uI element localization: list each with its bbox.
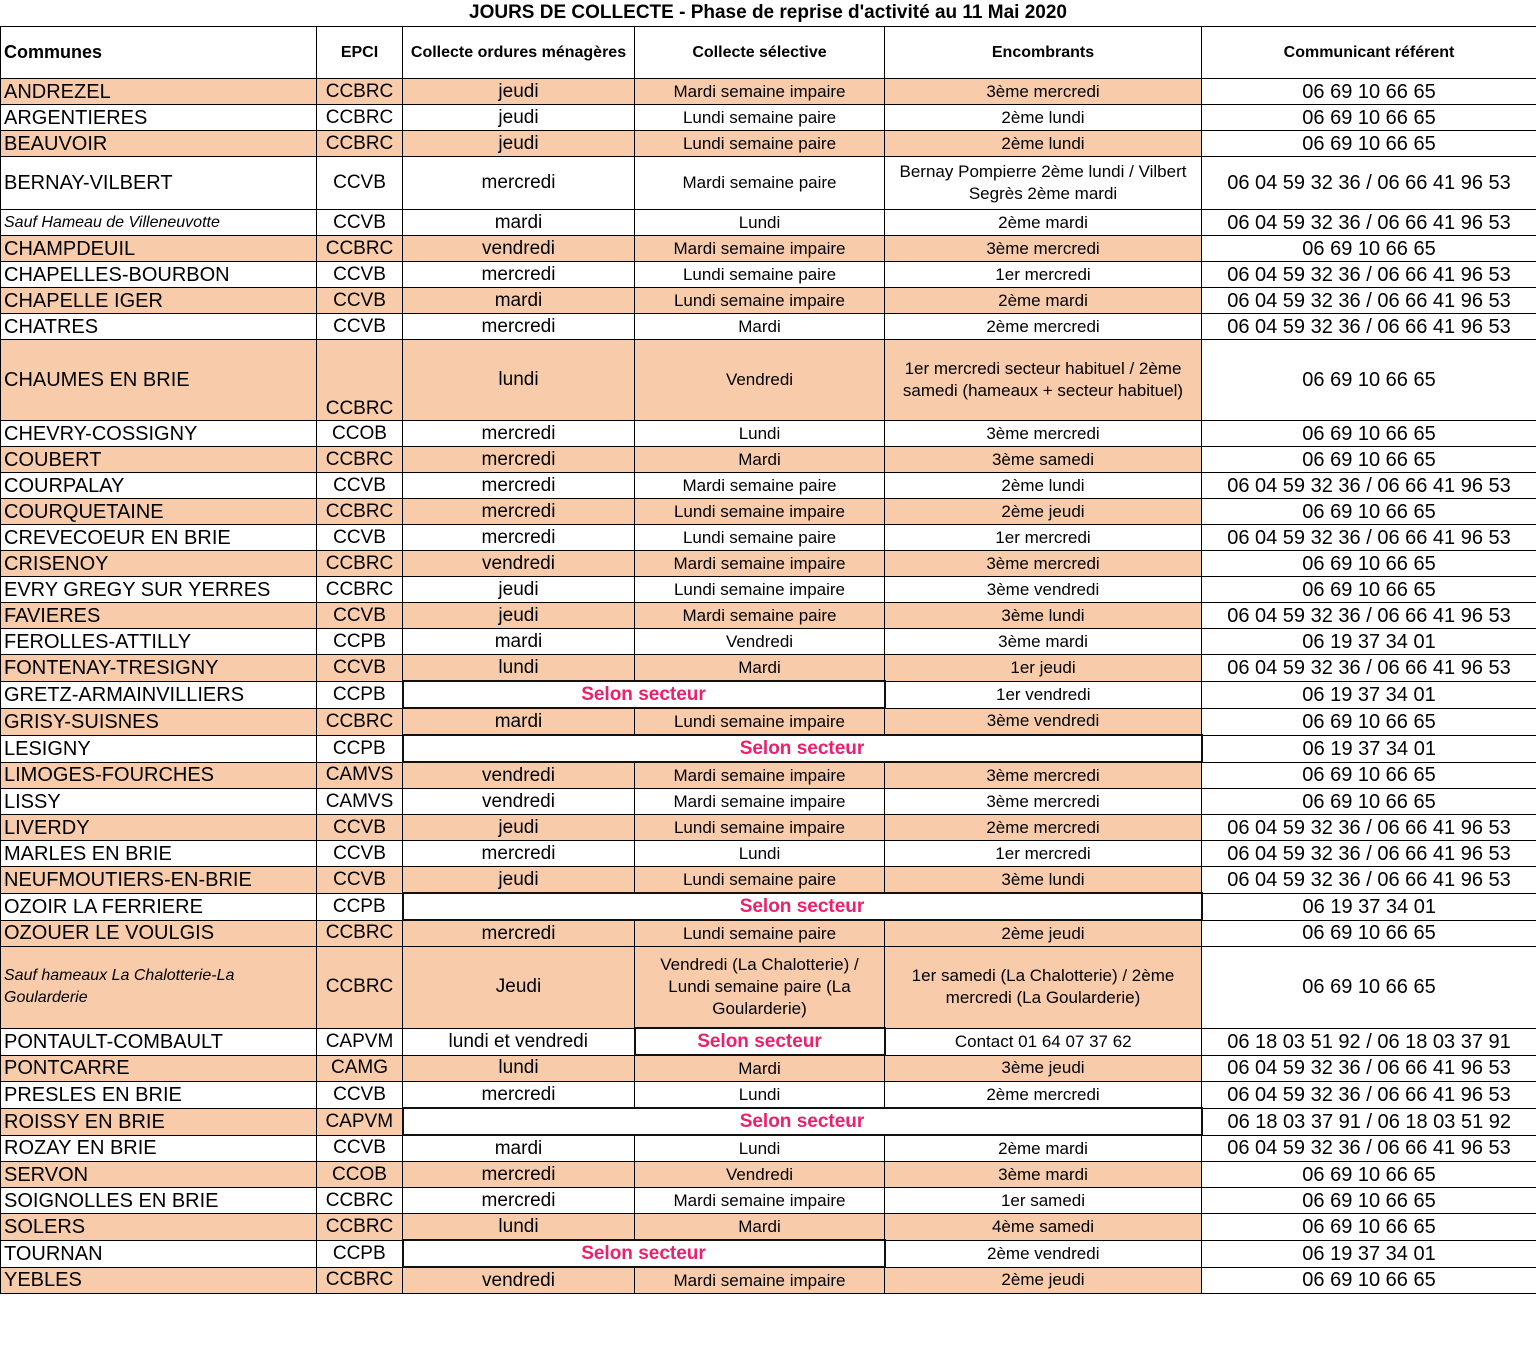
table-row xyxy=(1,1214,1536,1241)
commune-cell: LIMOGES-FOURCHES xyxy=(1,762,317,789)
commune-cell: CHAMPDEUIL xyxy=(1,236,317,262)
table-row xyxy=(1,421,1536,447)
ordures-menageres-cell: lundi xyxy=(403,340,635,421)
epci-cell: CCBRC xyxy=(317,551,403,577)
collecte-selective-cell: Lundi semaine paire xyxy=(635,262,885,288)
communicant-referent-cell: 06 19 37 34 01 xyxy=(1202,1240,1536,1267)
epci-cell: CCPB xyxy=(317,1240,403,1267)
selon-secteur-cell: Selon secteur xyxy=(403,893,1202,920)
encombrants-cell: 4ème samedi xyxy=(885,1214,1202,1241)
collecte-selective-cell: Lundi semaine paire xyxy=(635,867,885,894)
ordures-menageres-cell: jeudi xyxy=(403,867,635,894)
table-row xyxy=(1,841,1536,867)
collecte-selective-cell: Vendredi xyxy=(635,629,885,655)
ordures-menageres-cell: mercredi xyxy=(403,525,635,551)
encombrants-cell: 2ème jeudi xyxy=(885,1267,1202,1294)
commune-cell: SOLERS xyxy=(1,1214,317,1241)
ordures-menageres-cell: mercredi xyxy=(403,473,635,499)
encombrants-cell: 1er mercredi xyxy=(885,262,1202,288)
collecte-selective-cell: Mardi semaine paire xyxy=(635,157,885,210)
commune-cell: SERVON xyxy=(1,1162,317,1188)
encombrants-cell: 2ème jeudi xyxy=(885,499,1202,525)
encombrants-cell: 3ème mercredi xyxy=(885,789,1202,815)
communicant-referent-cell: 06 69 10 66 65 xyxy=(1202,1267,1536,1294)
table-row xyxy=(1,210,1536,236)
communicant-referent-cell: 06 69 10 66 65 xyxy=(1202,920,1536,947)
ordures-menageres-cell: mercredi xyxy=(403,499,635,525)
communicant-referent-cell: 06 19 37 34 01 xyxy=(1202,735,1536,762)
encombrants-cell: 1er vendredi xyxy=(885,681,1202,708)
collecte-selective-cell: Lundi semaine paire xyxy=(635,525,885,551)
communicant-referent-cell: 06 19 37 34 01 xyxy=(1202,893,1536,920)
ordures-menageres-cell: jeudi xyxy=(403,603,635,629)
epci-cell: CCVB xyxy=(317,210,403,236)
table-row xyxy=(1,1135,1536,1162)
communicant-referent-cell: 06 69 10 66 65 xyxy=(1202,340,1536,421)
commune-cell: PONTAULT-COMBAULT xyxy=(1,1028,317,1055)
table-row xyxy=(1,655,1536,682)
collecte-selective-cell: Mardi semaine impaire xyxy=(635,1188,885,1214)
communicant-referent-cell: 06 69 10 66 65 xyxy=(1202,1214,1536,1241)
table-row xyxy=(1,525,1536,551)
communicant-referent-cell: 06 69 10 66 65 xyxy=(1202,708,1536,735)
collecte-selective-cell: Lundi xyxy=(635,1082,885,1109)
epci-cell: CCPB xyxy=(317,735,403,762)
ordures-menageres-cell: vendredi xyxy=(403,789,635,815)
collecte-selective-cell: Mardi semaine impaire xyxy=(635,79,885,105)
encombrants-cell: Bernay Pompierre 2ème lundi / Vilbert Segrès 2ème mardi xyxy=(885,157,1202,210)
encombrants-cell: 2ème mardi xyxy=(885,210,1202,236)
collecte-selective-cell: Vendredi (La Chalotterie) / Lundi semaine paire (La Goularderie) xyxy=(635,947,885,1029)
epci-cell: CCBRC xyxy=(317,131,403,157)
communicant-referent-cell: 06 04 59 32 36 / 06 66 41 96 53 xyxy=(1202,1135,1536,1162)
collecte-selective-cell: Mardi xyxy=(635,1055,885,1082)
epci-cell: CCVB xyxy=(317,841,403,867)
table-row xyxy=(1,1267,1536,1294)
epci-cell: CCVB xyxy=(317,157,403,210)
commune-cell: MARLES EN BRIE xyxy=(1,841,317,867)
table-row xyxy=(1,79,1536,105)
table-row xyxy=(1,920,1536,947)
encombrants-cell: 3ème lundi xyxy=(885,867,1202,894)
communicant-referent-cell: 06 69 10 66 65 xyxy=(1202,79,1536,105)
encombrants-cell: 3ème mercredi xyxy=(885,762,1202,789)
commune-cell: CREVECOEUR EN BRIE xyxy=(1,525,317,551)
communicant-referent-cell: 06 18 03 37 91 / 06 18 03 51 92 xyxy=(1202,1108,1536,1135)
communicant-referent-cell: 06 04 59 32 36 / 06 66 41 96 53 xyxy=(1202,655,1536,682)
collecte-selective-cell: Mardi xyxy=(635,447,885,473)
encombrants-cell: 2ème vendredi xyxy=(885,1240,1202,1267)
epci-cell: CCVB xyxy=(317,314,403,340)
collecte-selective-cell: Lundi semaine impaire xyxy=(635,288,885,314)
commune-cell: COURPALAY xyxy=(1,473,317,499)
commune-cell: OZOUER LE VOULGIS xyxy=(1,920,317,947)
ordures-menageres-cell: lundi xyxy=(403,655,635,682)
communicant-referent-cell: 06 04 59 32 36 / 06 66 41 96 53 xyxy=(1202,262,1536,288)
epci-cell: CCVB xyxy=(317,262,403,288)
selon-secteur-cell: Selon secteur xyxy=(403,681,885,708)
collecte-selective-cell: Mardi semaine impaire xyxy=(635,551,885,577)
commune-cell: ANDREZEL xyxy=(1,79,317,105)
ordures-menageres-cell: Jeudi xyxy=(403,947,635,1029)
communicant-referent-cell: 06 69 10 66 65 xyxy=(1202,1188,1536,1214)
commune-cell: GRISY-SUISNES xyxy=(1,708,317,735)
commune-cell: Sauf Hameau de Villeneuvotte xyxy=(1,210,317,236)
encombrants-cell: 3ème vendredi xyxy=(885,708,1202,735)
collecte-selective-cell: Mardi semaine impaire xyxy=(635,789,885,815)
ordures-menageres-cell: jeudi xyxy=(403,577,635,603)
collecte-selective-cell: Mardi xyxy=(635,314,885,340)
communicant-referent-cell: 06 69 10 66 65 xyxy=(1202,551,1536,577)
collecte-selective-cell: Vendredi xyxy=(635,1162,885,1188)
page-title: JOURS DE COLLECTE - Phase de reprise d'activité au 11 Mai 2020 xyxy=(469,2,1067,23)
encombrants-cell: 2ème mardi xyxy=(885,1135,1202,1162)
collecte-selective-cell: Lundi semaine impaire xyxy=(635,577,885,603)
ordures-menageres-cell: vendredi xyxy=(403,551,635,577)
commune-cell: ROISSY EN BRIE xyxy=(1,1108,317,1135)
commune-cell: LISSY xyxy=(1,789,317,815)
communicant-referent-cell: 06 69 10 66 65 xyxy=(1202,131,1536,157)
epci-cell: CCBRC xyxy=(317,1188,403,1214)
table-row xyxy=(1,789,1536,815)
commune-cell: ARGENTIERES xyxy=(1,105,317,131)
commune-cell: COURQUETAINE xyxy=(1,499,317,525)
communicant-referent-cell: 06 69 10 66 65 xyxy=(1202,577,1536,603)
collecte-selective-cell: Mardi semaine impaire xyxy=(635,236,885,262)
commune-cell: FAVIERES xyxy=(1,603,317,629)
encombrants-cell: 2ème jeudi xyxy=(885,920,1202,947)
table-row xyxy=(1,1055,1536,1082)
header-communes: Communes xyxy=(1,27,317,79)
collecte-selective-cell: Lundi semaine paire xyxy=(635,131,885,157)
collecte-selective-cell: Lundi xyxy=(635,210,885,236)
communicant-referent-cell: 06 04 59 32 36 / 06 66 41 96 53 xyxy=(1202,815,1536,841)
epci-cell: CCVB xyxy=(317,1135,403,1162)
encombrants-cell: 3ème vendredi xyxy=(885,577,1202,603)
header-communicant-referent: Communicant référent xyxy=(1202,27,1536,79)
ordures-menageres-cell: mardi xyxy=(403,1135,635,1162)
commune-cell: LESIGNY xyxy=(1,735,317,762)
table-row xyxy=(1,1162,1536,1188)
table-body xyxy=(1,79,1536,1294)
collecte-selective-cell: Lundi semaine impaire xyxy=(635,708,885,735)
commune-cell: CHAUMES EN BRIE xyxy=(1,340,317,421)
communicant-referent-cell: 06 69 10 66 65 xyxy=(1202,762,1536,789)
ordures-menageres-cell: mercredi xyxy=(403,314,635,340)
epci-cell: CAMVS xyxy=(317,762,403,789)
collecte-selective-cell: Mardi semaine impaire xyxy=(635,1267,885,1294)
encombrants-cell: 2ème mercredi xyxy=(885,1082,1202,1109)
encombrants-cell: 1er mercredi xyxy=(885,841,1202,867)
ordures-menageres-cell: mercredi xyxy=(403,1162,635,1188)
table-row xyxy=(1,708,1536,735)
epci-cell: CCVB xyxy=(317,525,403,551)
commune-cell: CHATRES xyxy=(1,314,317,340)
communicant-referent-cell: 06 04 59 32 36 / 06 66 41 96 53 xyxy=(1202,841,1536,867)
table-row xyxy=(1,1028,1536,1055)
selon-secteur-cell: Selon secteur xyxy=(635,1028,885,1055)
encombrants-cell: 3ème mercredi xyxy=(885,79,1202,105)
epci-cell: CCBRC xyxy=(317,920,403,947)
ordures-menageres-cell: lundi xyxy=(403,1055,635,1082)
ordures-menageres-cell: vendredi xyxy=(403,236,635,262)
ordures-menageres-cell: lundi et vendredi xyxy=(403,1028,635,1055)
table-row xyxy=(1,105,1536,131)
commune-cell: CRISENOY xyxy=(1,551,317,577)
selon-secteur-cell: Selon secteur xyxy=(403,1240,885,1267)
encombrants-cell: 2ème lundi xyxy=(885,131,1202,157)
encombrants-cell: 3ème mercredi xyxy=(885,421,1202,447)
collecte-selective-cell: Mardi xyxy=(635,1214,885,1241)
table-row xyxy=(1,131,1536,157)
table-row xyxy=(1,157,1536,210)
table-row xyxy=(1,314,1536,340)
commune-cell: NEUFMOUTIERS-EN-BRIE xyxy=(1,867,317,894)
ordures-menageres-cell: mercredi xyxy=(403,157,635,210)
header-encombrants: Encombrants xyxy=(885,27,1202,79)
commune-cell: OZOIR LA FERRIERE xyxy=(1,893,317,920)
epci-cell: CCVB xyxy=(317,473,403,499)
encombrants-cell: Contact 01 64 07 37 62 xyxy=(885,1028,1202,1055)
header-collecte-selective: Collecte sélective xyxy=(635,27,885,79)
table-row xyxy=(1,473,1536,499)
communicant-referent-cell: 06 04 59 32 36 / 06 66 41 96 53 xyxy=(1202,157,1536,210)
epci-cell: CCBRC xyxy=(317,105,403,131)
collecte-selective-cell: Lundi semaine paire xyxy=(635,105,885,131)
table-row xyxy=(1,762,1536,789)
collecte-selective-cell: Lundi xyxy=(635,421,885,447)
epci-cell: CCPB xyxy=(317,681,403,708)
commune-cell: GRETZ-ARMAINVILLIERS xyxy=(1,681,317,708)
communicant-referent-cell: 06 69 10 66 65 xyxy=(1202,947,1536,1029)
communicant-referent-cell: 06 69 10 66 65 xyxy=(1202,499,1536,525)
encombrants-cell: 1er mercredi secteur habituel / 2ème samedi (hameaux + secteur habituel) xyxy=(885,340,1202,421)
ordures-menageres-cell: mardi xyxy=(403,629,635,655)
epci-cell: CCBRC xyxy=(317,947,403,1029)
ordures-menageres-cell: mercredi xyxy=(403,1082,635,1109)
encombrants-cell: 1er mercredi xyxy=(885,525,1202,551)
table-row xyxy=(1,1240,1536,1267)
table-row xyxy=(1,893,1536,920)
commune-cell: BERNAY-VILBERT xyxy=(1,157,317,210)
table-row xyxy=(1,867,1536,894)
ordures-menageres-cell: mercredi xyxy=(403,262,635,288)
epci-cell: CCOB xyxy=(317,1162,403,1188)
collecte-selective-cell: Mardi xyxy=(635,655,885,682)
table-row xyxy=(1,815,1536,841)
table-row xyxy=(1,236,1536,262)
epci-cell: CAMG xyxy=(317,1055,403,1082)
collecte-selective-cell: Vendredi xyxy=(635,340,885,421)
commune-cell: FONTENAY-TRESIGNY xyxy=(1,655,317,682)
communicant-referent-cell: 06 19 37 34 01 xyxy=(1202,681,1536,708)
commune-cell: Sauf hameaux La Chalotterie-La Goularderie xyxy=(1,947,317,1029)
table-row xyxy=(1,577,1536,603)
commune-cell: FEROLLES-ATTILLY xyxy=(1,629,317,655)
commune-cell: TOURNAN xyxy=(1,1240,317,1267)
communicant-referent-cell: 06 04 59 32 36 / 06 66 41 96 53 xyxy=(1202,867,1536,894)
commune-cell: CHEVRY-COSSIGNY xyxy=(1,421,317,447)
table-row xyxy=(1,1082,1536,1109)
table-row xyxy=(1,1188,1536,1214)
communicant-referent-cell: 06 18 03 51 92 / 06 18 03 37 91 xyxy=(1202,1028,1536,1055)
encombrants-cell: 2ème lundi xyxy=(885,473,1202,499)
epci-cell: CCBRC xyxy=(317,447,403,473)
encombrants-cell: 2ème mercredi xyxy=(885,314,1202,340)
epci-cell: CCPB xyxy=(317,629,403,655)
selon-secteur-cell: Selon secteur xyxy=(403,1108,1202,1135)
communicant-referent-cell: 06 04 59 32 36 / 06 66 41 96 53 xyxy=(1202,473,1536,499)
encombrants-cell: 3ème mardi xyxy=(885,629,1202,655)
ordures-menageres-cell: mardi xyxy=(403,210,635,236)
communicant-referent-cell: 06 04 59 32 36 / 06 66 41 96 53 xyxy=(1202,288,1536,314)
table-row xyxy=(1,629,1536,655)
collecte-selective-cell: Mardi semaine impaire xyxy=(635,762,885,789)
encombrants-cell: 2ème mercredi xyxy=(885,815,1202,841)
ordures-menageres-cell: mercredi xyxy=(403,841,635,867)
commune-cell: EVRY GREGY SUR YERRES xyxy=(1,577,317,603)
table-row xyxy=(1,288,1536,314)
epci-cell: CCOB xyxy=(317,421,403,447)
epci-cell: CCBRC xyxy=(317,1267,403,1294)
epci-cell: CCVB xyxy=(317,288,403,314)
commune-cell: CHAPELLES-BOURBON xyxy=(1,262,317,288)
table-row xyxy=(1,551,1536,577)
ordures-menageres-cell: mercredi xyxy=(403,421,635,447)
ordures-menageres-cell: vendredi xyxy=(403,1267,635,1294)
collecte-selective-cell: Mardi semaine paire xyxy=(635,473,885,499)
ordures-menageres-cell: lundi xyxy=(403,1214,635,1241)
encombrants-cell: 3ème jeudi xyxy=(885,1055,1202,1082)
ordures-menageres-cell: jeudi xyxy=(403,131,635,157)
communicant-referent-cell: 06 19 37 34 01 xyxy=(1202,629,1536,655)
epci-cell: CCBRC xyxy=(317,499,403,525)
epci-cell: CCBRC xyxy=(317,708,403,735)
commune-cell: SOIGNOLLES EN BRIE xyxy=(1,1188,317,1214)
epci-cell: CCBRC xyxy=(317,236,403,262)
ordures-menageres-cell: jeudi xyxy=(403,79,635,105)
communicant-referent-cell: 06 04 59 32 36 / 06 66 41 96 53 xyxy=(1202,525,1536,551)
encombrants-cell: 3ème mercredi xyxy=(885,236,1202,262)
epci-cell: CAPVM xyxy=(317,1108,403,1135)
communicant-referent-cell: 06 04 59 32 36 / 06 66 41 96 53 xyxy=(1202,1055,1536,1082)
epci-cell: CCBRC xyxy=(317,79,403,105)
ordures-menageres-cell: mardi xyxy=(403,708,635,735)
table-row xyxy=(1,340,1536,421)
epci-cell: CCVB xyxy=(317,815,403,841)
selon-secteur-cell: Selon secteur xyxy=(403,735,1202,762)
encombrants-cell: 3ème lundi xyxy=(885,603,1202,629)
commune-cell: PONTCARRE xyxy=(1,1055,317,1082)
table-row xyxy=(1,1108,1536,1135)
commune-cell: BEAUVOIR xyxy=(1,131,317,157)
encombrants-cell: 1er samedi (La Chalotterie) / 2ème mercredi (La Goularderie) xyxy=(885,947,1202,1029)
commune-cell: ROZAY EN BRIE xyxy=(1,1135,317,1162)
ordures-menageres-cell: mercredi xyxy=(403,920,635,947)
communicant-referent-cell: 06 04 59 32 36 / 06 66 41 96 53 xyxy=(1202,210,1536,236)
epci-cell: CCVB xyxy=(317,867,403,894)
communicant-referent-cell: 06 69 10 66 65 xyxy=(1202,789,1536,815)
encombrants-cell: 3ème mardi xyxy=(885,1162,1202,1188)
commune-cell: COUBERT xyxy=(1,447,317,473)
table-row xyxy=(1,681,1536,708)
commune-cell: CHAPELLE IGER xyxy=(1,288,317,314)
header-ordures-menageres: Collecte ordures ménagères xyxy=(403,27,635,79)
epci-cell: CCVB xyxy=(317,603,403,629)
epci-cell: CAMVS xyxy=(317,789,403,815)
epci-cell: CCBRC xyxy=(317,340,403,421)
communicant-referent-cell: 06 69 10 66 65 xyxy=(1202,105,1536,131)
encombrants-cell: 2ème mardi xyxy=(885,288,1202,314)
collecte-selective-cell: Lundi semaine impaire xyxy=(635,815,885,841)
ordures-menageres-cell: mercredi xyxy=(403,447,635,473)
encombrants-cell: 3ème samedi xyxy=(885,447,1202,473)
communicant-referent-cell: 06 69 10 66 65 xyxy=(1202,421,1536,447)
table-header-row xyxy=(1,27,1536,79)
table-row xyxy=(1,735,1536,762)
table-row xyxy=(1,947,1536,1029)
communicant-referent-cell: 06 04 59 32 36 / 06 66 41 96 53 xyxy=(1202,1082,1536,1109)
collecte-selective-cell: Lundi semaine impaire xyxy=(635,499,885,525)
encombrants-cell: 1er samedi xyxy=(885,1188,1202,1214)
epci-cell: CCVB xyxy=(317,655,403,682)
collecte-selective-cell: Lundi semaine paire xyxy=(635,920,885,947)
collecte-selective-cell: Lundi xyxy=(635,841,885,867)
table-row xyxy=(1,262,1536,288)
epci-cell: CAPVM xyxy=(317,1028,403,1055)
communicant-referent-cell: 06 04 59 32 36 / 06 66 41 96 53 xyxy=(1202,314,1536,340)
table-row xyxy=(1,447,1536,473)
encombrants-cell: 2ème lundi xyxy=(885,105,1202,131)
communicant-referent-cell: 06 69 10 66 65 xyxy=(1202,1162,1536,1188)
collecte-selective-cell: Lundi xyxy=(635,1135,885,1162)
epci-cell: CCVB xyxy=(317,1082,403,1109)
ordures-menageres-cell: jeudi xyxy=(403,815,635,841)
table-row xyxy=(1,499,1536,525)
ordures-menageres-cell: jeudi xyxy=(403,105,635,131)
collection-schedule-table xyxy=(0,26,1536,1294)
commune-cell: YEBLES xyxy=(1,1267,317,1294)
commune-cell: PRESLES EN BRIE xyxy=(1,1082,317,1109)
epci-cell: CCBRC xyxy=(317,1214,403,1241)
commune-cell: LIVERDY xyxy=(1,815,317,841)
encombrants-cell: 3ème mercredi xyxy=(885,551,1202,577)
communicant-referent-cell: 06 69 10 66 65 xyxy=(1202,447,1536,473)
collecte-selective-cell: Mardi semaine paire xyxy=(635,603,885,629)
communicant-referent-cell: 06 04 59 32 36 / 06 66 41 96 53 xyxy=(1202,603,1536,629)
ordures-menageres-cell: mercredi xyxy=(403,1188,635,1214)
table-row xyxy=(1,603,1536,629)
ordures-menageres-cell: mardi xyxy=(403,288,635,314)
epci-cell: CCPB xyxy=(317,893,403,920)
encombrants-cell: 1er jeudi xyxy=(885,655,1202,682)
ordures-menageres-cell: vendredi xyxy=(403,762,635,789)
communicant-referent-cell: 06 69 10 66 65 xyxy=(1202,236,1536,262)
header-epci: EPCI xyxy=(317,27,403,79)
epci-cell: CCBRC xyxy=(317,577,403,603)
